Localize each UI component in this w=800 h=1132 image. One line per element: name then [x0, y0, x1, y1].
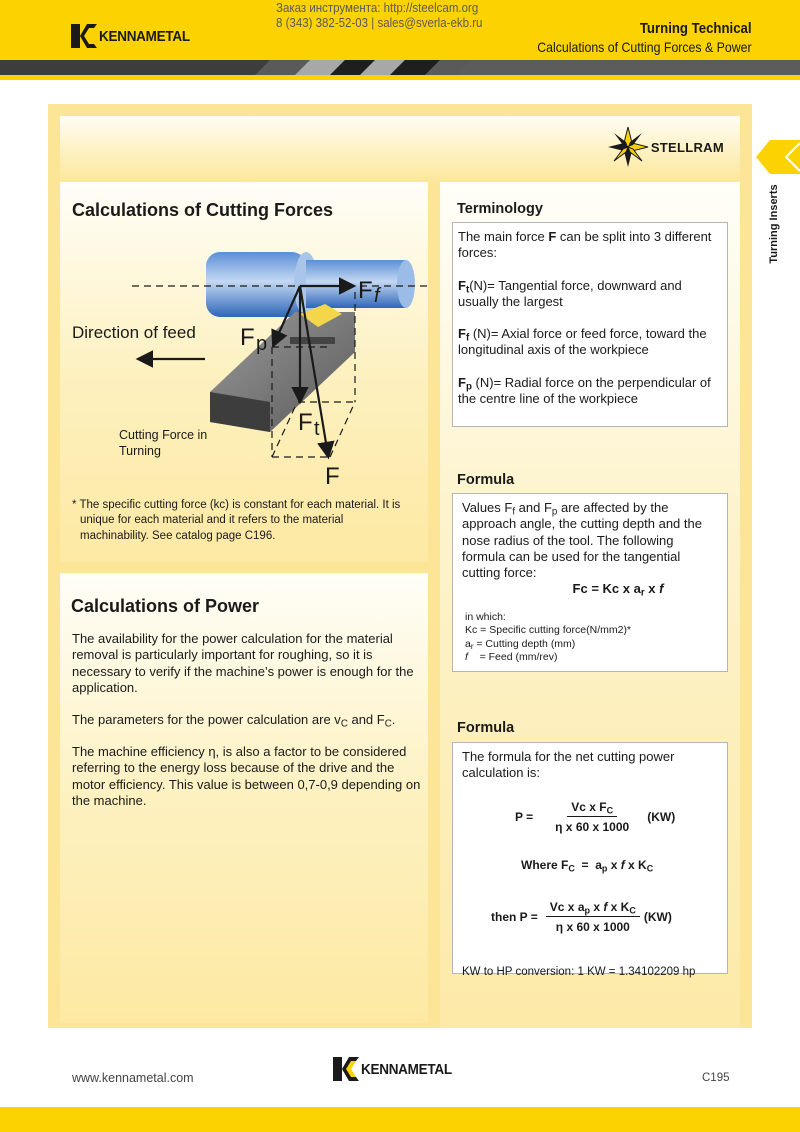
- footer-url[interactable]: www.kennametal.com: [72, 1071, 194, 1085]
- svg-text:t: t: [314, 418, 320, 440]
- decorative-stripe: [0, 60, 800, 75]
- svg-text:F: F: [325, 463, 340, 490]
- formula-1-description: Values $F_f$ and $F_p$ are affected by the approach angle, the cutting depth and the nose radius of the tool. The following formula can be used for the tangential cutting force:: [462, 500, 702, 581]
- svg-text:f: f: [374, 285, 380, 307]
- contact-info: [276, 1, 482, 31]
- direction-of-feed-label: Direction of feed: [72, 323, 196, 342]
- formula-box-2: [452, 742, 728, 978]
- kennametal-k-icon: [333, 1057, 359, 1081]
- kennametal-logo: [71, 24, 200, 48]
- expanded-power-equation: then P = $\frac{Vc x a_p x f x K_C}{\text{η x 60 x 1000}}$ (KW): [491, 900, 672, 935]
- cutting-forces-panel: [60, 182, 428, 562]
- power-paragraph-1: The availability for the power calculation for the material removal is particularly important for roughing, so it is necessary to verify if the machine’s power is enough for the application.: [72, 631, 414, 695]
- page-header: [0, 0, 800, 60]
- footer-kennametal-logo: [333, 1057, 462, 1081]
- formula-box-1: [452, 493, 728, 672]
- formula-2-intro: The formula for the net cutting power calculation is:: [462, 749, 675, 781]
- section-heading: [538, 19, 752, 56]
- terminology-title: Terminology: [457, 201, 543, 217]
- footer-brand-name: KENNAMETAL: [361, 1060, 452, 1078]
- terminology-intro: The main force F can be split into 3 different forces:: [458, 229, 712, 261]
- power-paragraph-3: The machine efficiency η, is also a factor to be considered referring to the energy loss because of the drive and the motor efficiency. This value is between 0,7-0,9 depending on the machine.: [72, 744, 421, 808]
- svg-text:F: F: [358, 277, 373, 304]
- section-title: Turning Technical: [640, 20, 752, 37]
- power-panel: [60, 573, 428, 1023]
- cutting-force-diagram: [60, 242, 428, 492]
- power-equation: P = $\frac{Vc x F_C}{\text{η x 60 x 1000}}$ (KW): [515, 800, 676, 835]
- fc-substitution: Where $F_C = a_p$ x f x $K_C$: [521, 858, 654, 874]
- right-column: [440, 182, 740, 1028]
- kw-hp-conversion: KW to HP conversion: 1 KW = 1.34102209 hp: [462, 966, 696, 978]
- brand-name: KENNAMETAL: [99, 27, 190, 45]
- diagram-caption: Cutting Force in Turning: [119, 428, 208, 458]
- kc-footnote: * The specific cutting force (kc) is constant for each material. It is unique for each material and it refers to the material machinability. See catalog page C196.: [72, 499, 401, 542]
- yellow-rule: [0, 75, 800, 80]
- svg-text:F: F: [298, 409, 313, 436]
- order-link[interactable]: Заказ инструмента: http://steelcam.org: [276, 1, 479, 15]
- phone-email[interactable]: 8 (343) 382-52-03 | sales@sverla-ekb.ru: [276, 16, 483, 30]
- formula-title-1: Formula: [457, 472, 515, 488]
- power-paragraph-2: The parameters for the power calculation are $v_C$ and $F_C$.: [72, 712, 396, 730]
- fc-equation: Fc = Kc x $a_r$ x f: [572, 581, 664, 599]
- section-subtitle: Calculations of Cutting Forces & Power: [537, 39, 752, 55]
- terminology-box: [452, 222, 728, 427]
- footer-bar: [0, 1107, 800, 1132]
- chevron-left-icon[interactable]: [756, 140, 800, 174]
- stellram-logo: [607, 125, 724, 169]
- term-ft: $F_t(N)=$ Tangential force, downward and usually the largest: [458, 277, 682, 309]
- side-tab-label[interactable]: Turning Inserts: [768, 184, 780, 264]
- formula-1-definitions: in which: Kc = Specific cutting force(N/mm2)* $a_r$ = Cutting depth (mm) f = Feed (mm/rev): [465, 610, 632, 664]
- cutting-forces-title: Calculations of Cutting Forces: [72, 200, 334, 220]
- stellram-star-icon: [607, 125, 649, 169]
- page-number: C195: [702, 1072, 730, 1084]
- stellram-name: STELLRAM: [650, 139, 724, 155]
- kennametal-k-icon: [71, 24, 97, 48]
- svg-text:F: F: [240, 324, 255, 351]
- power-title: Calculations of Power: [71, 596, 260, 616]
- svg-text:p: p: [256, 333, 268, 355]
- term-fp: $F_p$ (N)= Radial force on the perpendicular of the centre line of the workpiece: [458, 374, 711, 407]
- formula-title-2: Formula: [457, 720, 515, 736]
- term-ff: $F_f$ (N)= Axial force or feed force, toward the longitudinal axis of the workpiece: [458, 326, 707, 358]
